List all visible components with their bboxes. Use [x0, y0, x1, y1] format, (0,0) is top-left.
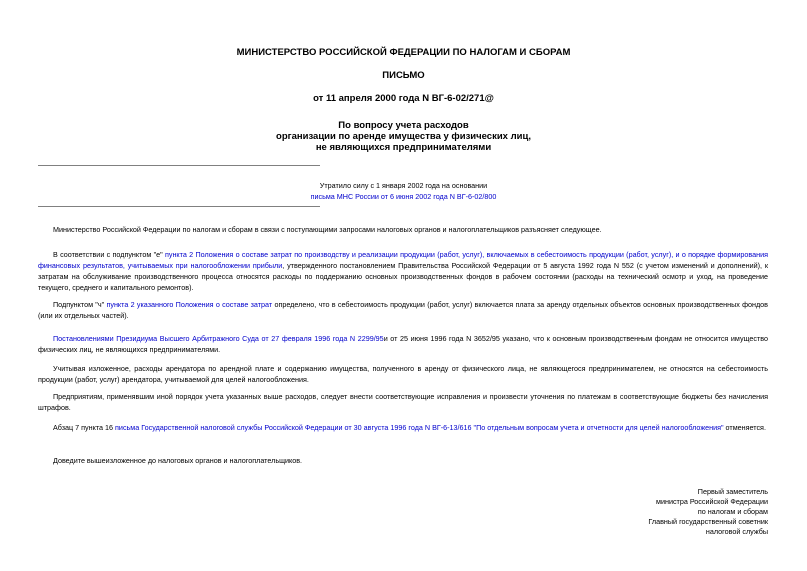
document-type: ПИСЬМО [382, 70, 425, 81]
paragraph-3-link[interactable]: пункта 2 указанного Положения о составе затрат [106, 300, 273, 309]
paragraph-3-text-b: определено, что в себестоимость продукции (работ, услуг) включается плата за аренду отдельных объектов основных производственных фондов (или их отдельных частей). [38, 300, 769, 320]
subject-line-3: не являющихся предпринимателями [315, 142, 492, 153]
paragraph-3 [38, 299, 768, 321]
divider-bottom [38, 206, 320, 207]
paragraph-7-text-b: отменяется. [723, 423, 766, 432]
ministry-title: МИНИСТЕРСТВО РОССИЙСКОЙ ФЕДЕРАЦИИ ПО НАЛОГАМ И СБОРАМ [236, 47, 571, 58]
paragraph-4-text-b: и от 25 июня 1996 года N 3652/95 указано, что к основным производственным фондам не относится имущество физических лиц, не являющихся предпринимателями. [38, 334, 768, 354]
paragraph-8: Доведите вышеизложенное до налоговых органов и налогоплательщиков. [53, 456, 303, 465]
paragraph-2-text-b: , утвержденного постановлением Правительства Российской Федерации от 5 августа 1992 года N 552 (с учетом изменений и дополнений), к затратам на обслуживание производственного процесса относятся расходы по поддержанию основных производственных фондов в рабочем состоянии (расходы на технический осмотр и уход, на проведение текущего, среднего и капитального ремонтов). [38, 261, 768, 292]
paragraph-2-link[interactable]: пункта 2 Положения о составе затрат по производству и реализации продукции (работ, услуг), включаемых в себестоимость продукции (работ, услуг), и о порядке формирования финансовых результатов, учитываемых при налогообложении прибыли [38, 250, 768, 270]
paragraph-3-text-a: Подпунктом "ч" [53, 300, 107, 309]
paragraph-2-text-a: В соответствии с подпунктом "е" [53, 250, 165, 259]
paragraph-5: Учитывая изложенное, расходы арендатора по арендной плате и содержанию имущества, полученного в аренду от физического лица, не являющегося предпринимателем, не относятся на себестоимость продукции (работ, услуг) арендатора, учитываемой для целей налогообложения. [38, 364, 768, 384]
paragraph-6: Предприятиям, применявшим иной порядок учета указанных выше расходов, следует внести соответствующие исправления и произвести уточнения по платежам в соответствующие бюджеты без начисления штрафов. [38, 392, 768, 412]
paragraph-7-text-a: Абзац 7 пункта 16 [53, 423, 116, 432]
signature-line-5: налоговой службы [705, 527, 768, 536]
paragraph-2 [38, 249, 768, 293]
signature-line-2: министра Российской Федерации [656, 497, 768, 506]
subject-line-2: организации по аренде имущества у физических лиц, [276, 131, 531, 142]
paragraph-4-link[interactable]: Постановлениями Президиума Высшего Арбитражного Суда от 27 февраля 1996 года N 2299/95 [53, 334, 384, 343]
signature-block [468, 487, 768, 537]
paragraph-4 [38, 333, 768, 355]
paragraph-7 [38, 422, 768, 433]
subject-line-1: По вопросу учета расходов [338, 120, 469, 131]
signature-line-1: Первый заместитель [697, 487, 768, 496]
document-date-number: от 11 апреля 2000 года N ВГ-6-02/271@ [313, 93, 494, 104]
paragraph-1: Министерство Российской Федерации по налогам и сборам в связи с поступающими запросами налоговых органов и налогоплательщиков разъясняет следующее. [53, 225, 602, 234]
repeal-note: Утратило силу с 1 января 2002 года на основании [319, 181, 488, 190]
paragraph-7-link[interactable]: письма Государственной налоговой службы Российской Федерации от 30 августа 1996 года N ВГ-6-13/616 "По отдельным вопросам учета и отчетности для целей налогообложения" [115, 423, 724, 432]
repeal-link[interactable]: письма МНС России от 6 июня 2002 года N ВГ-6-02/800 [310, 192, 497, 201]
divider-top [38, 165, 320, 166]
signature-line-3: по налогам и сборам [697, 507, 768, 516]
signature-line-4: Главный государственный советник [648, 517, 768, 526]
